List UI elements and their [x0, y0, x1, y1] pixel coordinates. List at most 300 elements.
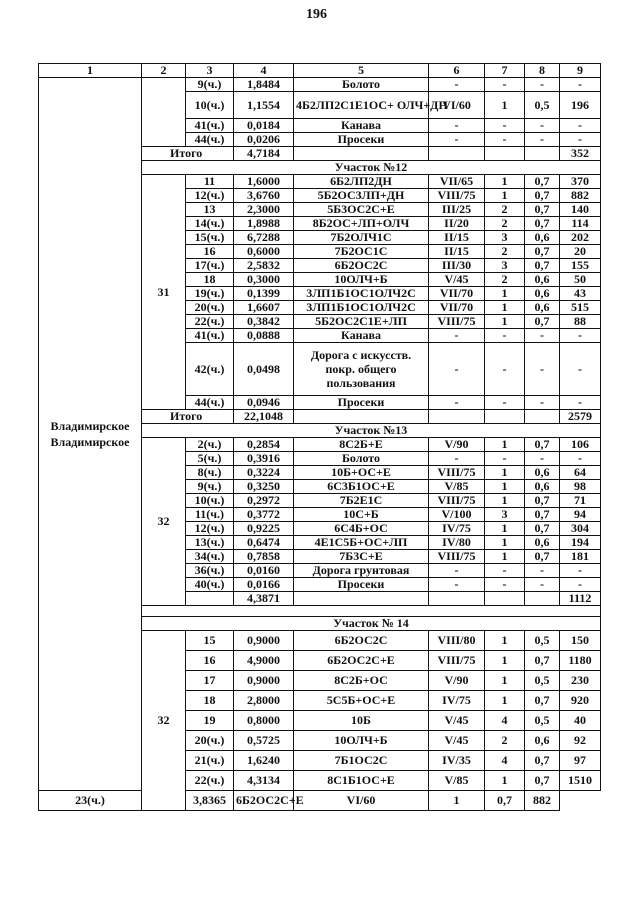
- vydel-cell: 13: [186, 203, 234, 217]
- col7-cell: 1: [485, 651, 525, 671]
- composition-cell: Канава: [294, 119, 429, 133]
- area-cell: 3,8365: [186, 791, 234, 811]
- column-header: 1: [39, 64, 142, 78]
- composition-cell: 8С2Б+Е: [294, 438, 429, 452]
- col7-cell: 3: [485, 508, 525, 522]
- col7-cell: -: [485, 564, 525, 578]
- area-cell: 0,1399: [234, 287, 294, 301]
- density-cell: 0,7: [525, 651, 560, 671]
- composition-cell: 6Б2ОС2С: [294, 259, 429, 273]
- density-cell: 0,7: [525, 771, 560, 791]
- composition-cell: 10Б: [294, 711, 429, 731]
- col7-cell: 1: [485, 466, 525, 480]
- vydel-cell: 22(ч.): [186, 771, 234, 791]
- vydel-cell: 21(ч.): [186, 751, 234, 771]
- composition-cell: 6С3Б1ОС+Е: [294, 480, 429, 494]
- vydel-cell: 44(ч.): [186, 133, 234, 147]
- col7-cell: 1: [485, 771, 525, 791]
- section-title: Участок №12: [142, 161, 601, 175]
- composition-cell: 6Б2ОС2С+Е: [234, 791, 294, 811]
- col7-cell: 2: [485, 203, 525, 217]
- column-header: 5: [294, 64, 429, 78]
- area-cell: 0,3772: [234, 508, 294, 522]
- vydel-cell: 12(ч.): [186, 522, 234, 536]
- col7-cell: 1: [485, 536, 525, 550]
- density-cell: 0,5: [525, 631, 560, 651]
- column-header: 9: [560, 64, 601, 78]
- col7-cell: 3: [485, 259, 525, 273]
- area-cell: 1,8988: [234, 217, 294, 231]
- area-cell: 1,1554: [234, 92, 294, 119]
- area-cell: 4,9000: [234, 651, 294, 671]
- volume-cell: 920: [560, 691, 601, 711]
- col7-cell: 2: [485, 731, 525, 751]
- volume-cell: -: [560, 329, 601, 343]
- density-cell: 0,7: [525, 508, 560, 522]
- composition-cell: Болото: [294, 78, 429, 92]
- vydel-cell: 41(ч.): [186, 329, 234, 343]
- vydel-cell: 40(ч.): [186, 578, 234, 592]
- density-cell: -: [525, 564, 560, 578]
- vydel-cell: 23(ч.): [39, 791, 142, 811]
- volume-cell: 202: [560, 231, 601, 245]
- page-number: 196: [306, 7, 327, 22]
- class-age-cell: VIII/75: [429, 466, 485, 480]
- class-age-cell: VII/65: [429, 175, 485, 189]
- area-cell: 0,3250: [234, 480, 294, 494]
- class-age-cell: -: [429, 329, 485, 343]
- col7-cell: 2: [485, 217, 525, 231]
- class-age-cell: VI/60: [294, 791, 429, 811]
- density-cell: -: [525, 329, 560, 343]
- col7-cell: 1: [485, 631, 525, 651]
- empty-cell: [485, 410, 525, 424]
- vydel-cell: 42(ч.): [186, 343, 234, 396]
- class-age-cell: II/15: [429, 245, 485, 259]
- vydel-cell: 10(ч.): [186, 92, 234, 119]
- region-cell: Владимирское Владимирское: [39, 78, 142, 791]
- col7-cell: 1: [485, 671, 525, 691]
- volume-cell: -: [560, 78, 601, 92]
- col7-cell: 1: [485, 480, 525, 494]
- composition-cell: Канава: [294, 329, 429, 343]
- vydel-cell: 11: [186, 175, 234, 189]
- class-age-cell: V/45: [429, 731, 485, 751]
- empty-cell: [485, 147, 525, 161]
- vydel-cell: 20(ч.): [186, 731, 234, 751]
- density-cell: -: [525, 578, 560, 592]
- area-cell: 0,3916: [234, 452, 294, 466]
- density-cell: 0,7: [525, 691, 560, 711]
- volume-cell: 94: [560, 508, 601, 522]
- vydel-cell: 18: [186, 273, 234, 287]
- area-cell: 0,0166: [234, 578, 294, 592]
- vydel-cell: 15(ч.): [186, 231, 234, 245]
- area-cell: 2,8000: [234, 691, 294, 711]
- col7-cell: -: [485, 78, 525, 92]
- col7-cell: 1: [485, 522, 525, 536]
- composition-cell: 7Б1ОС2С: [294, 751, 429, 771]
- vydel-cell: 9(ч.): [186, 480, 234, 494]
- composition-cell: 10ОЛЧ+Б: [294, 273, 429, 287]
- density-cell: 0,6: [525, 536, 560, 550]
- total-area: 4,3871: [234, 592, 294, 606]
- composition-cell: Просеки: [294, 578, 429, 592]
- vydel-cell: 44(ч.): [186, 396, 234, 410]
- volume-cell: 194: [560, 536, 601, 550]
- density-cell: 0,7: [525, 522, 560, 536]
- col7-cell: -: [485, 343, 525, 396]
- composition-cell: 7Б2Е1С: [294, 494, 429, 508]
- class-age-cell: IV/75: [429, 691, 485, 711]
- class-age-cell: VIII/75: [429, 550, 485, 564]
- col7-cell: -: [485, 578, 525, 592]
- col7-cell: 1: [485, 550, 525, 564]
- vydel-cell: 19: [186, 711, 234, 731]
- empty-cell: [525, 410, 560, 424]
- class-age-cell: V/45: [429, 273, 485, 287]
- vydel-cell: 12(ч.): [186, 189, 234, 203]
- volume-cell: -: [560, 133, 601, 147]
- area-cell: 1,6000: [234, 175, 294, 189]
- volume-cell: 304: [560, 522, 601, 536]
- class-age-cell: V/45: [429, 711, 485, 731]
- table-row: [39, 78, 601, 92]
- area-cell: 0,9225: [234, 522, 294, 536]
- kvartal-cell: 31: [142, 175, 186, 410]
- density-cell: 0,6: [525, 287, 560, 301]
- density-cell: -: [525, 452, 560, 466]
- density-cell: 0,7: [485, 791, 525, 811]
- composition-cell: 10Б+ОС+Е: [294, 466, 429, 480]
- column-header: 7: [485, 64, 525, 78]
- vydel-cell: 8(ч.): [186, 466, 234, 480]
- vydel-cell: 10(ч.): [186, 494, 234, 508]
- volume-cell: 98: [560, 480, 601, 494]
- volume-cell: 196: [560, 92, 601, 119]
- col7-cell: 1: [485, 175, 525, 189]
- area-cell: 1,6240: [234, 751, 294, 771]
- composition-cell: 10С+Б: [294, 508, 429, 522]
- volume-cell: 1510: [560, 771, 601, 791]
- volume-cell: 882: [560, 189, 601, 203]
- density-cell: 0,6: [525, 301, 560, 315]
- volume-cell: 97: [560, 751, 601, 771]
- volume-cell: 181: [560, 550, 601, 564]
- class-age-cell: IV/80: [429, 536, 485, 550]
- area-cell: 2,5832: [234, 259, 294, 273]
- composition-cell: 7Б2ОЛЧ1С: [294, 231, 429, 245]
- col7-cell: -: [485, 119, 525, 133]
- area-cell: 0,8000: [234, 711, 294, 731]
- empty-cell: [485, 592, 525, 606]
- density-cell: 0,7: [525, 245, 560, 259]
- volume-cell: 64: [560, 466, 601, 480]
- col7-cell: -: [485, 329, 525, 343]
- class-age-cell: -: [429, 119, 485, 133]
- area-cell: 0,9000: [234, 631, 294, 651]
- volume-cell: 150: [560, 631, 601, 651]
- class-age-cell: II/20: [429, 217, 485, 231]
- vydel-cell: 9(ч.): [186, 78, 234, 92]
- class-age-cell: V/85: [429, 480, 485, 494]
- class-age-cell: VIII/75: [429, 494, 485, 508]
- composition-cell: 8С2Б+ОС: [294, 671, 429, 691]
- composition-cell: 6Б2ЛП2ДН: [294, 175, 429, 189]
- volume-cell: 882: [525, 791, 560, 811]
- empty-cell: [186, 592, 234, 606]
- area-cell: 0,0946: [234, 396, 294, 410]
- composition-cell: 3ЛП1Б1ОС1ОЛЧ2С: [294, 301, 429, 315]
- class-age-cell: VII/70: [429, 301, 485, 315]
- vydel-cell: 11(ч.): [186, 508, 234, 522]
- vydel-cell: 18: [186, 691, 234, 711]
- class-age-cell: VIII/75: [429, 651, 485, 671]
- volume-cell: -: [560, 396, 601, 410]
- col7-cell: 1: [485, 494, 525, 508]
- class-age-cell: VII/70: [429, 287, 485, 301]
- class-age-cell: III/25: [429, 203, 485, 217]
- area-cell: 0,2972: [234, 494, 294, 508]
- density-cell: 0,6: [525, 480, 560, 494]
- volume-cell: 20: [560, 245, 601, 259]
- vydel-cell: 34(ч.): [186, 550, 234, 564]
- class-age-cell: VI/60: [429, 92, 485, 119]
- class-age-cell: V/90: [429, 438, 485, 452]
- composition-cell: 7Б3С+Е: [294, 550, 429, 564]
- forest-inventory-table: [38, 63, 601, 811]
- volume-cell: -: [560, 564, 601, 578]
- total-area: 4,7184: [234, 147, 294, 161]
- density-cell: 0,7: [525, 259, 560, 273]
- composition-cell: 8С1Б1ОС+Е: [294, 771, 429, 791]
- density-cell: 0,5: [525, 671, 560, 691]
- class-age-cell: IV/75: [429, 522, 485, 536]
- total-value: 2579: [560, 410, 601, 424]
- area-cell: 0,3000: [234, 273, 294, 287]
- density-cell: 0,7: [525, 315, 560, 329]
- volume-cell: -: [560, 452, 601, 466]
- vydel-cell: 15: [186, 631, 234, 651]
- volume-cell: 114: [560, 217, 601, 231]
- empty-cell: [142, 606, 601, 617]
- composition-cell: 5С5Б+ОС+Е: [294, 691, 429, 711]
- kvartal-cell: 32: [142, 438, 186, 606]
- area-cell: 4,3134: [234, 771, 294, 791]
- column-header: 8: [525, 64, 560, 78]
- kvartal-cell: [142, 78, 186, 147]
- section-title: Участок №13: [142, 424, 601, 438]
- column-header: 2: [142, 64, 186, 78]
- col7-cell: 3: [485, 231, 525, 245]
- density-cell: 0,7: [525, 494, 560, 508]
- total-label: Итого: [142, 147, 234, 161]
- density-cell: -: [525, 78, 560, 92]
- volume-cell: 370: [560, 175, 601, 189]
- column-header: 6: [429, 64, 485, 78]
- volume-cell: 50: [560, 273, 601, 287]
- vydel-cell: 2(ч.): [186, 438, 234, 452]
- density-cell: 0,7: [525, 751, 560, 771]
- area-cell: 0,0160: [234, 564, 294, 578]
- col7-cell: -: [485, 133, 525, 147]
- density-cell: 0,7: [525, 203, 560, 217]
- density-cell: 0,7: [525, 217, 560, 231]
- col7-cell: 2: [485, 273, 525, 287]
- empty-cell: [294, 410, 429, 424]
- density-cell: -: [525, 396, 560, 410]
- area-cell: 1,6607: [234, 301, 294, 315]
- volume-cell: 88: [560, 315, 601, 329]
- density-cell: 0,6: [525, 466, 560, 480]
- area-cell: 0,0206: [234, 133, 294, 147]
- composition-cell: 6Б2ОС2С+Е: [294, 651, 429, 671]
- class-age-cell: -: [429, 78, 485, 92]
- col7-cell: 1: [485, 287, 525, 301]
- volume-cell: 71: [560, 494, 601, 508]
- density-cell: 0,7: [525, 438, 560, 452]
- table-header-row: [39, 64, 601, 78]
- vydel-cell: 16: [186, 245, 234, 259]
- kvartal-cell: 32: [142, 631, 186, 811]
- composition-cell: 8Б2ОС+ЛП+ОЛЧ: [294, 217, 429, 231]
- composition-cell: 7Б2ОС1С: [294, 245, 429, 259]
- composition-cell: 3ЛП1Б1ОС1ОЛЧ2С: [294, 287, 429, 301]
- class-age-cell: -: [429, 578, 485, 592]
- area-cell: 0,0184: [234, 119, 294, 133]
- col7-cell: 1: [485, 438, 525, 452]
- volume-cell: 43: [560, 287, 601, 301]
- total-value: 1112: [560, 592, 601, 606]
- volume-cell: 106: [560, 438, 601, 452]
- class-age-cell: III/30: [429, 259, 485, 273]
- composition-cell: Просеки: [294, 396, 429, 410]
- class-age-cell: V/100: [429, 508, 485, 522]
- col7-cell: 1: [429, 791, 485, 811]
- area-cell: 0,0498: [234, 343, 294, 396]
- density-cell: -: [525, 343, 560, 396]
- empty-cell: [294, 147, 429, 161]
- col7-cell: 2: [485, 245, 525, 259]
- col7-cell: 1: [485, 315, 525, 329]
- density-cell: 0,7: [525, 175, 560, 189]
- density-cell: 0,6: [525, 231, 560, 245]
- area-cell: 3,6760: [234, 189, 294, 203]
- volume-cell: 92: [560, 731, 601, 751]
- volume-cell: 40: [560, 711, 601, 731]
- total-value: 352: [560, 147, 601, 161]
- density-cell: 0,5: [525, 92, 560, 119]
- density-cell: 0,6: [525, 731, 560, 751]
- col7-cell: 1: [485, 189, 525, 203]
- density-cell: 0,6: [525, 273, 560, 287]
- composition-cell: 5Б2ОС3ЛП+ДН: [294, 189, 429, 203]
- area-cell: 0,0888: [234, 329, 294, 343]
- vydel-cell: 41(ч.): [186, 119, 234, 133]
- density-cell: -: [525, 119, 560, 133]
- volume-cell: 515: [560, 301, 601, 315]
- class-age-cell: -: [429, 396, 485, 410]
- class-age-cell: VIII/75: [429, 189, 485, 203]
- empty-cell: [429, 592, 485, 606]
- area-cell: 0,9000: [234, 671, 294, 691]
- class-age-cell: VIII/80: [429, 631, 485, 651]
- composition-cell: 6Б2ОС2С: [294, 631, 429, 651]
- total-area: 22,1048: [234, 410, 294, 424]
- vydel-cell: 36(ч.): [186, 564, 234, 578]
- area-cell: 0,6474: [234, 536, 294, 550]
- total-label: Итого: [142, 410, 234, 424]
- composition-cell: 6С4Б+ОС: [294, 522, 429, 536]
- empty-cell: [525, 147, 560, 161]
- vydel-cell: 5(ч.): [186, 452, 234, 466]
- area-cell: 0,7858: [234, 550, 294, 564]
- volume-cell: 230: [560, 671, 601, 691]
- col7-cell: -: [485, 396, 525, 410]
- class-age-cell: -: [429, 564, 485, 578]
- composition-cell: Дорога с искусств. покр. общего пользования: [294, 343, 429, 396]
- vydel-cell: 14(ч.): [186, 217, 234, 231]
- class-age-cell: V/85: [429, 771, 485, 791]
- volume-cell: 140: [560, 203, 601, 217]
- empty-cell: [429, 410, 485, 424]
- col7-cell: 1: [485, 691, 525, 711]
- class-age-cell: VIII/75: [429, 315, 485, 329]
- col7-cell: 4: [485, 751, 525, 771]
- empty-cell: [525, 592, 560, 606]
- class-age-cell: -: [429, 343, 485, 396]
- area-cell: 6,7288: [234, 231, 294, 245]
- volume-cell: 1180: [560, 651, 601, 671]
- class-age-cell: II/15: [429, 231, 485, 245]
- vydel-cell: 22(ч.): [186, 315, 234, 329]
- vydel-cell: 17: [186, 671, 234, 691]
- area-cell: 1,8484: [234, 78, 294, 92]
- volume-cell: -: [560, 578, 601, 592]
- composition-cell: Дорога грунтовая: [294, 564, 429, 578]
- empty-cell: [294, 592, 429, 606]
- volume-cell: -: [560, 343, 601, 396]
- column-header: 3: [186, 64, 234, 78]
- vydel-cell: 20(ч.): [186, 301, 234, 315]
- composition-cell: Просеки: [294, 133, 429, 147]
- area-cell: 0,2854: [234, 438, 294, 452]
- composition-cell: 5Б3ОС2С+Е: [294, 203, 429, 217]
- composition-cell: 5Б2ОС2С1Е+ЛП: [294, 315, 429, 329]
- col7-cell: -: [485, 452, 525, 466]
- area-cell: 0,3224: [234, 466, 294, 480]
- composition-cell: 4Б2ЛП2С1Е1ОС+ ОЛЧ+ДН: [294, 92, 429, 119]
- class-age-cell: IV/35: [429, 751, 485, 771]
- empty-cell: [429, 147, 485, 161]
- area-cell: 0,6000: [234, 245, 294, 259]
- composition-cell: 10ОЛЧ+Б: [294, 731, 429, 751]
- vydel-cell: 13(ч.): [186, 536, 234, 550]
- class-age-cell: V/90: [429, 671, 485, 691]
- table-row: [39, 791, 601, 811]
- density-cell: -: [525, 133, 560, 147]
- area-cell: 0,3842: [234, 315, 294, 329]
- vydel-cell: 16: [186, 651, 234, 671]
- area-cell: 2,3000: [234, 203, 294, 217]
- density-cell: 0,7: [525, 189, 560, 203]
- col7-cell: 1: [485, 301, 525, 315]
- volume-cell: 155: [560, 259, 601, 273]
- class-age-cell: -: [429, 133, 485, 147]
- column-header: 4: [234, 64, 294, 78]
- density-cell: 0,5: [525, 711, 560, 731]
- class-age-cell: -: [429, 452, 485, 466]
